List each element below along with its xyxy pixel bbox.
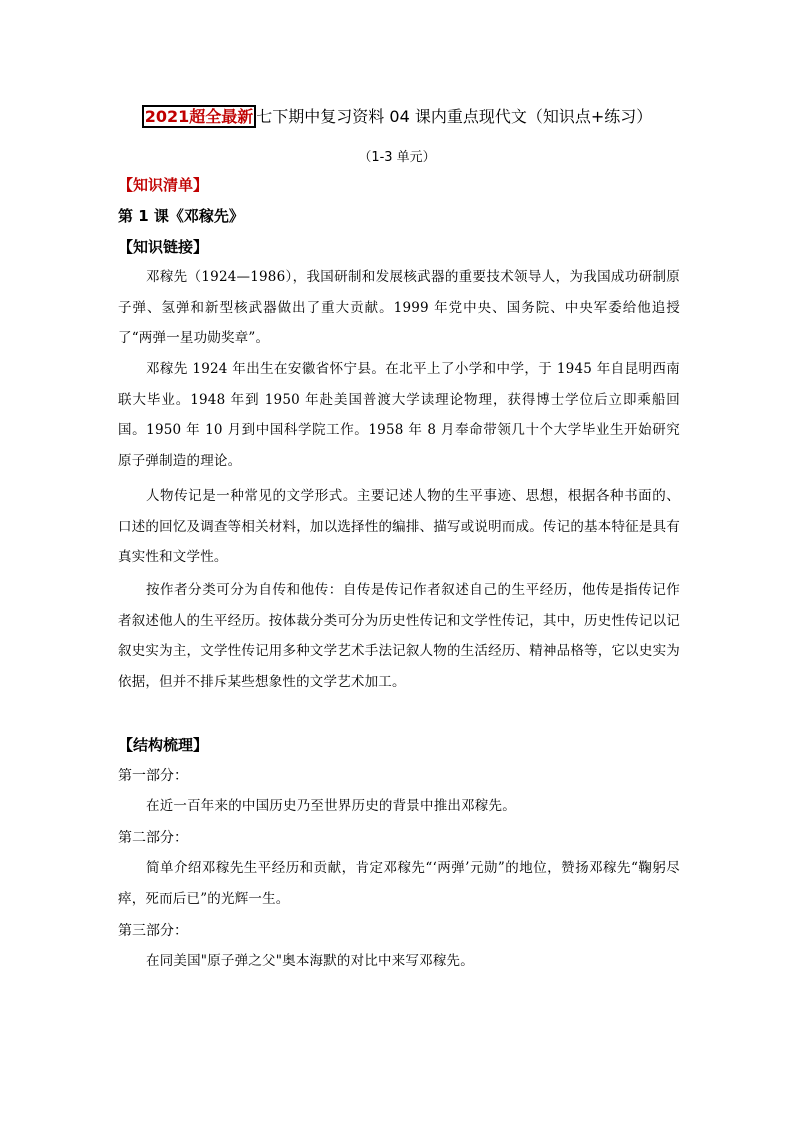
structure-heading: 【结构梳理】: [118, 736, 209, 754]
structure-part-content: 在近一百年来的中国历史乃至世界历史的背景中推出邓稼先。: [146, 798, 516, 814]
knowledge-paragraph: 邓稼先（1924—1986），我国研制和发展核武器的重要技术领导人，为我国成功研制原子弹、氢弹和新型核武器做出了重大贡献。1999 年党中央、国务院、中央军委给他追授了“两弹一星功勋奖章”。: [118, 269, 680, 346]
knowledge-list-heading: 【知识清单】: [118, 176, 209, 194]
structure-part-label: 第二部分：: [118, 830, 188, 846]
structure-part-label: 第三部分：: [118, 923, 188, 939]
document-title: [0, 105, 794, 129]
knowledge-link-heading: 【知识链接】: [118, 238, 209, 256]
structure-part-label: 第一部分：: [118, 768, 188, 784]
title-brand-badge: 2021超全最新: [142, 105, 257, 128]
structure-part-content: 简单介绍邓稼先生平经历和贡献，肯定邓稼先“‘两弹’元勋”的地位，赞扬邓稼先“鞠躬尽瘁，死而后已”的光辉一生。: [118, 860, 680, 907]
structure-part-content: 在同美国"原子弹之父"奥本海默的对比中来写邓稼先。: [146, 953, 474, 969]
knowledge-paragraph: 邓稼先 1924 年出生在安徽省怀宁县。在北平上了小学和中学，于 1945 年自昆明西南联大毕业。1948 年到 1950 年赴美国普渡大学读理论物理，获得博士学位后立即乘船回国。1950 年 10 月到中国科学院工作。1958 年 8 月奉命带领几十个大学毕业生开始研究原子弹制造的理论。: [118, 361, 680, 469]
knowledge-paragraph: 人物传记是一种常见的文学形式。主要记述人物的生平事迹、思想，根据各种书面的、口述的回忆及调查等相关材料，加以选择性的编排、描写或说明而成。传记的基本特征是具有真实性和文学性。: [118, 488, 680, 565]
knowledge-paragraph: 按作者分类可分为自传和他传：自传是传记作者叙述自己的生平经历，他传是指传记作者叙述他人的生平经历。按体裁分类可分为历史性传记和文学性传记，其中，历史性传记以记叙史实为主，文学性传记用多种文学艺术手法记叙人物的生活经历、精神品格等，它以史实为依据，但并不排斥某些想象性的文学艺术加工。: [118, 582, 680, 690]
title-text: 七下期中复习资料 04 课内重点现代文（知识点+练习）: [256, 107, 653, 126]
document-subtitle: （1-3 单元）: [358, 150, 436, 165]
lesson-title: 第 1 课《邓稼先》: [118, 207, 244, 225]
